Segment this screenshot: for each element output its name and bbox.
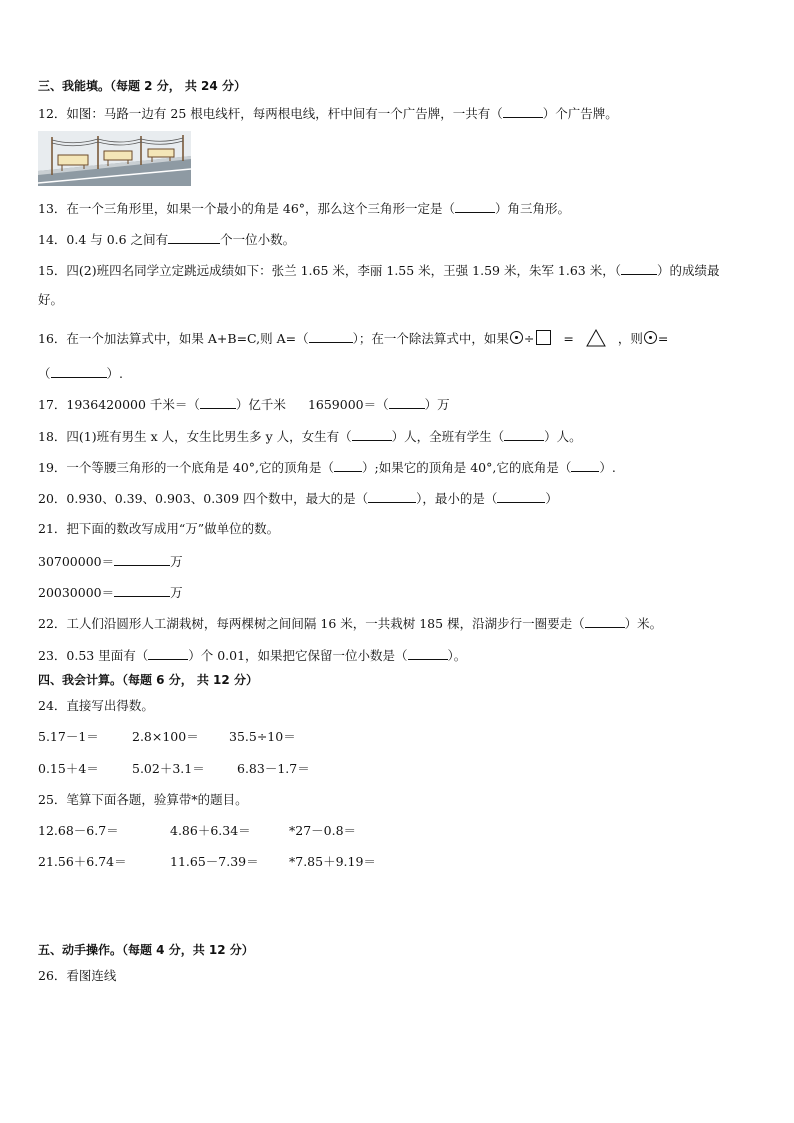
q21-row2-unit: 万: [170, 585, 183, 600]
q20-blank-1[interactable]: [368, 490, 416, 503]
q24-r1-c2: 2.8×100＝: [132, 729, 199, 744]
q21-blank-1[interactable]: [114, 553, 170, 566]
q23-blank-2[interactable]: [408, 647, 448, 660]
q21-blank-2[interactable]: [114, 584, 170, 597]
q16-text-e: ，则: [617, 331, 643, 346]
section-5-title: 五、动手操作。（每题 4 分，共 12 分）: [38, 943, 254, 957]
question-22: [38, 615, 662, 632]
q12-blank[interactable]: [503, 105, 543, 118]
q15-text-b: ）的成绩最: [656, 263, 720, 278]
q12-text-b: ）个广告牌。: [542, 106, 618, 121]
q23-blank-1[interactable]: [148, 647, 188, 660]
question-16: [38, 329, 668, 347]
q16-equals-sign-2: =: [657, 331, 669, 346]
q26-text-a: 26．看图连线: [38, 968, 117, 983]
q22-text-a: 22．工人们沿圆形人工湖栽树，每两棵树之间间隔 16 米，一共栽树 185 棵，沿湖步行一圈要走（: [38, 616, 585, 631]
q23-text-b: ）个 0.01，如果把它保留一位小数是（: [188, 648, 408, 663]
q16-divide-sign: ÷: [523, 331, 535, 346]
q19-blank-2[interactable]: [571, 459, 599, 472]
question-19: [38, 459, 616, 476]
q16-blank-2[interactable]: [51, 365, 107, 378]
q21-row2-number: 20030000＝: [38, 585, 115, 600]
question-18: [38, 428, 582, 445]
question-13: [38, 200, 570, 217]
q13-text-a: 13．在一个三角形里，如果一个最小的角是 46°，那么这个三角形一定是（: [38, 201, 456, 216]
q25-r1-c1: 12.68－6.7＝: [38, 823, 119, 838]
section-4-title: 四、我会计算。（每题 6 分， 共 12 分）: [38, 673, 258, 687]
q18-text-b: ）人，全班有学生（: [391, 429, 505, 444]
q19-text-b: ）;如果它的顶角是 40°,它的底角是（: [362, 460, 572, 475]
question-14: [38, 231, 295, 248]
q25-r2-c3: *7.85＋9.19＝: [289, 854, 376, 869]
q25-r2-c1: 21.56＋6.74＝: [38, 854, 127, 869]
q21-row-2: [38, 584, 183, 601]
q15-text-a: 15．四(2)班四名同学立定跳远成绩如下：张兰 1.65 米，李丽 1.55 米，王强 1.59 米，朱军 1.63 米，（: [38, 263, 621, 278]
q21-text-a: 21．把下面的数改写成用“万”做单位的数。: [38, 521, 280, 536]
q25-r1-c3: *27－0.8＝: [289, 823, 357, 838]
q20-text-c: ）: [545, 491, 558, 506]
q19-blank-1[interactable]: [334, 459, 362, 472]
q16-text-g: （: [38, 366, 51, 381]
q23-text-a: 23．0.53 里面有（: [38, 648, 149, 663]
q15-text-c: 好。: [38, 292, 64, 307]
q24-r1-c3: 35.5÷10＝: [229, 729, 296, 744]
q17-text-c: 1659000＝（: [307, 397, 389, 412]
q14-text-a: 14．0.4 与 0.6 之间有: [38, 232, 169, 247]
q24-r2-c1: 0.15＋4＝: [38, 761, 99, 776]
q22-blank[interactable]: [585, 615, 625, 628]
q14-blank[interactable]: [168, 231, 220, 244]
q18-blank-2[interactable]: [504, 428, 544, 441]
q25-text-a: 25．笔算下面各题，验算带*的题目。: [38, 792, 248, 807]
q20-text-b: ），最小的是（: [416, 491, 498, 506]
question-12: [38, 105, 618, 122]
q24-r2-c2: 5.02＋3.1＝: [132, 761, 205, 776]
q23-text-c: ）。: [447, 648, 467, 663]
q17-text-b: ）亿千米: [235, 397, 286, 412]
q18-text-a: 18．四(1)班有男生 x 人，女生比男生多 y 人，女生有（: [38, 429, 352, 444]
road-poles-billboards-image: [38, 131, 191, 186]
q15-blank[interactable]: [621, 262, 657, 275]
q17-text-a: 17．1936420000 千米＝（: [38, 397, 200, 412]
q16-text-b: ）；在一个除法算式中，如果: [352, 331, 509, 346]
question-16-line-2: [38, 365, 123, 382]
q21-row-1: [38, 553, 183, 570]
question-15: [38, 262, 720, 279]
q21-row1-number: 30700000＝: [38, 554, 115, 569]
q18-blank-1[interactable]: [352, 428, 392, 441]
q13-text-b: ）角三角形。: [495, 201, 571, 216]
question-23: [38, 647, 466, 664]
square-symbol-icon: [536, 330, 551, 345]
q18-text-c: ）人。: [544, 429, 582, 444]
q19-text-a: 19．一个等腰三角形的一个底角是 40°,它的顶角是（: [38, 460, 335, 475]
q17-text-d: ）万: [424, 397, 450, 412]
question-20: [38, 490, 558, 507]
q16-text-a: 16．在一个加法算式中，如果 A+B=C,则 A=（: [38, 331, 309, 346]
q17-blank-2[interactable]: [389, 396, 425, 409]
odot-symbol-icon-2: [644, 331, 657, 344]
q24-r2-c3: 6.83－1.7＝: [237, 761, 310, 776]
q16-blank-1[interactable]: [309, 330, 353, 343]
q21-row1-unit: 万: [170, 554, 183, 569]
q17-blank-1[interactable]: [200, 396, 236, 409]
q19-text-c: ）.: [599, 460, 616, 475]
q24-r1-c1: 5.17－1＝: [38, 729, 99, 744]
q25-r1-c2: 4.86＋6.34＝: [170, 823, 251, 838]
triangle-symbol-icon: [586, 329, 606, 347]
q20-text-a: 20．0.930、0.39、0.903、0.309 四个数中，最大的是（: [38, 491, 369, 506]
q14-text-b: 个一位小数。: [220, 232, 296, 247]
odot-symbol-icon: [510, 331, 523, 344]
q20-blank-2[interactable]: [497, 490, 545, 503]
q12-text-a: 12．如图：马路一边有 25 根电线杆，每两根电线，杆中间有一个广告牌，一共有（: [38, 106, 503, 121]
q22-text-b: ）米。: [624, 616, 663, 631]
question-17: [38, 396, 450, 413]
q16-equals-sign: =: [563, 331, 574, 346]
q25-r2-c2: 11.65－7.39＝: [170, 854, 259, 869]
q13-blank[interactable]: [455, 200, 495, 213]
section-3-title: 三、我能填。（每题 2 分， 共 24 分）: [38, 79, 246, 93]
q24-text-a: 24．直接写出得数。: [38, 698, 154, 713]
q16-text-h: ）.: [106, 366, 123, 381]
